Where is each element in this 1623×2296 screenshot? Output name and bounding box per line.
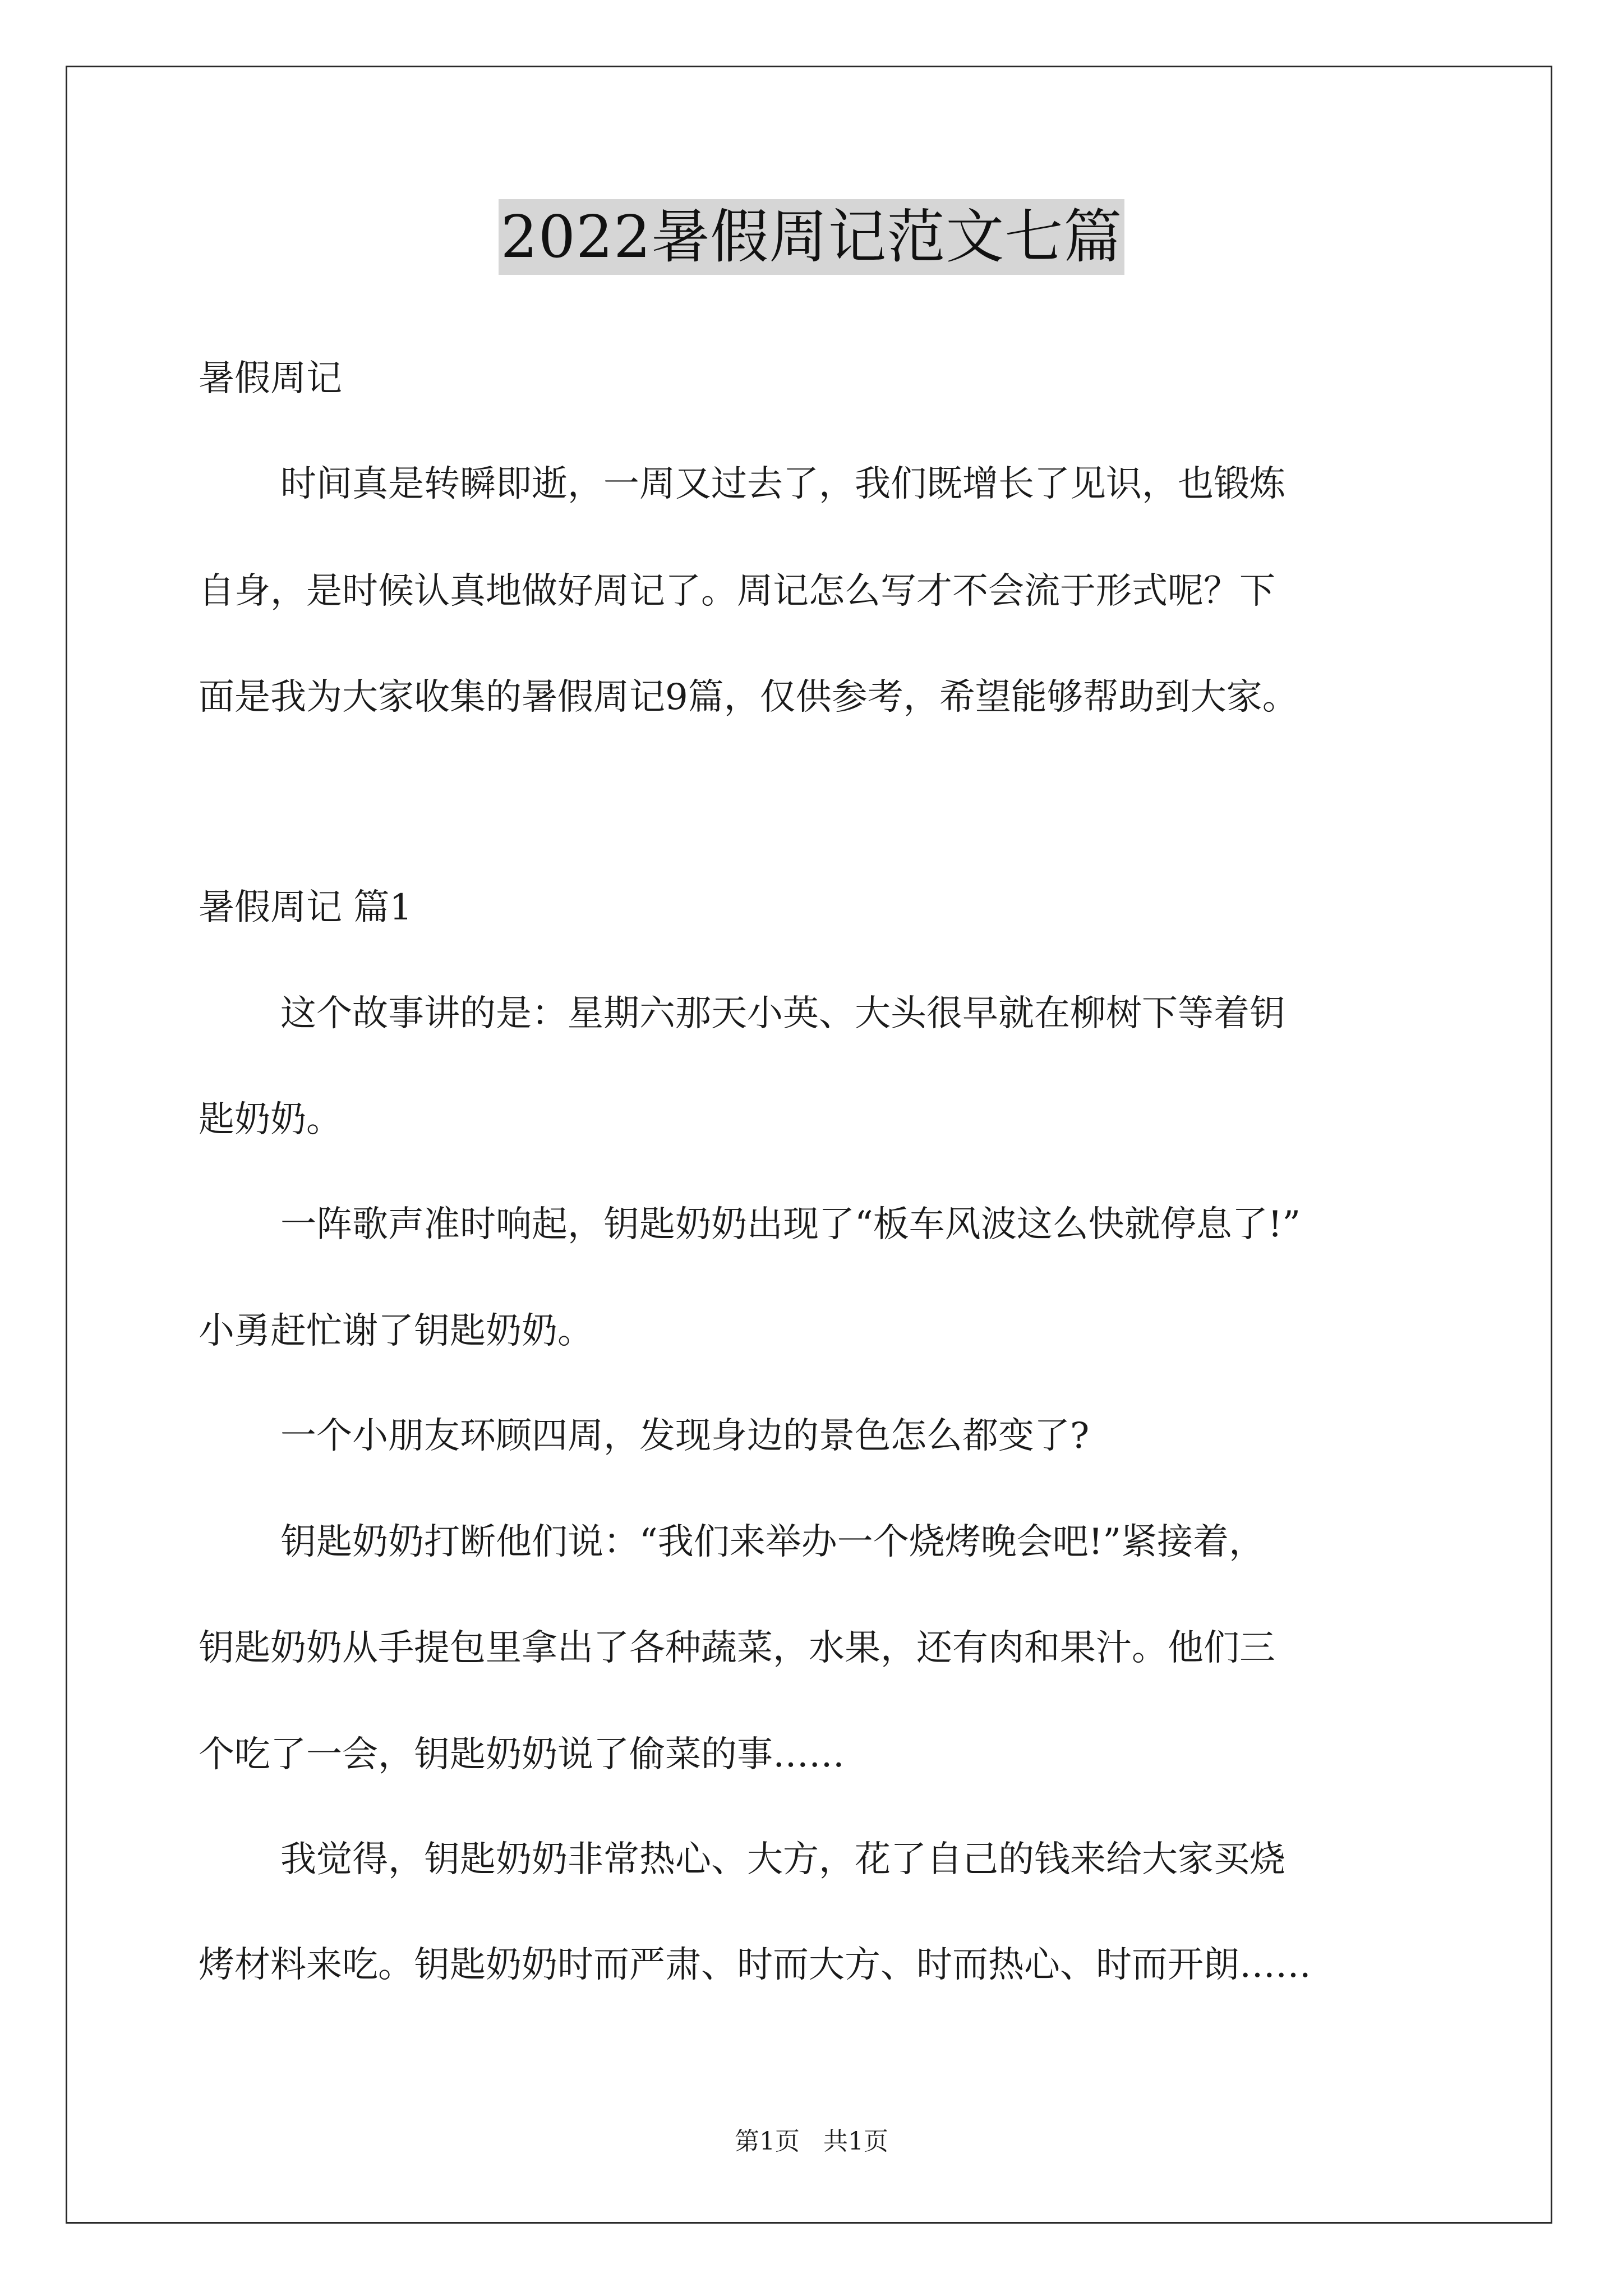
paragraph-line: 一个小朋友环顾四周，发现身边的景色怎么都变了? [280,1415,1090,1457]
page-number-footer: 第1页 共1页 [735,2127,888,2156]
paragraph-line: 时间真是转瞬即逝，一周又过去了，我们既增长了见识，也锻炼 [280,463,1285,505]
paragraph-line: 钥匙奶奶从手提包里拿出了各种蔬菜，水果，还有肉和果汁。他们三 [199,1627,1275,1669]
paragraph-line: 面是我为大家收集的暑假周记9篇，仅供参考，希望能够帮助到大家。 [199,677,1298,718]
document-title: 2022暑假周记范文七篇 [499,199,1125,275]
paragraph-line: 钥匙奶奶打断他们说：“我们来举办一个烧烤晚会吧!”紧接着， [280,1521,1265,1563]
paragraph-line: 一阵歌声准时响起，钥匙奶奶出现了“板车风波这么快就停息了!” [280,1204,1301,1245]
paragraph-line: 烤材料来吃。钥匙奶奶时而严肃、时而大方、时而热心、时而开朗…… [199,1944,1311,1986]
paragraph-line: 这个故事讲的是：星期六那天小英、大头很早就在柳树下等着钥 [280,993,1285,1034]
paragraph-line: 匙奶奶。 [199,1099,342,1140]
paragraph-line: 小勇赶忙谢了钥匙奶奶。 [199,1310,593,1352]
paragraph-line: 我觉得，钥匙奶奶非常热心、大方，花了自己的钱来给大家买烧 [280,1839,1285,1880]
section-heading: 暑假周记 [199,358,342,399]
section-heading: 暑假周记 篇1 [199,887,413,928]
paragraph-line: 个吃了一会，钥匙奶奶说了偷菜的事…… [199,1734,845,1775]
paragraph-line: 自身，是时候认真地做好周记了。周记怎么写才不会流于形式呢？下 [199,570,1275,612]
title-container [0,199,1623,275]
